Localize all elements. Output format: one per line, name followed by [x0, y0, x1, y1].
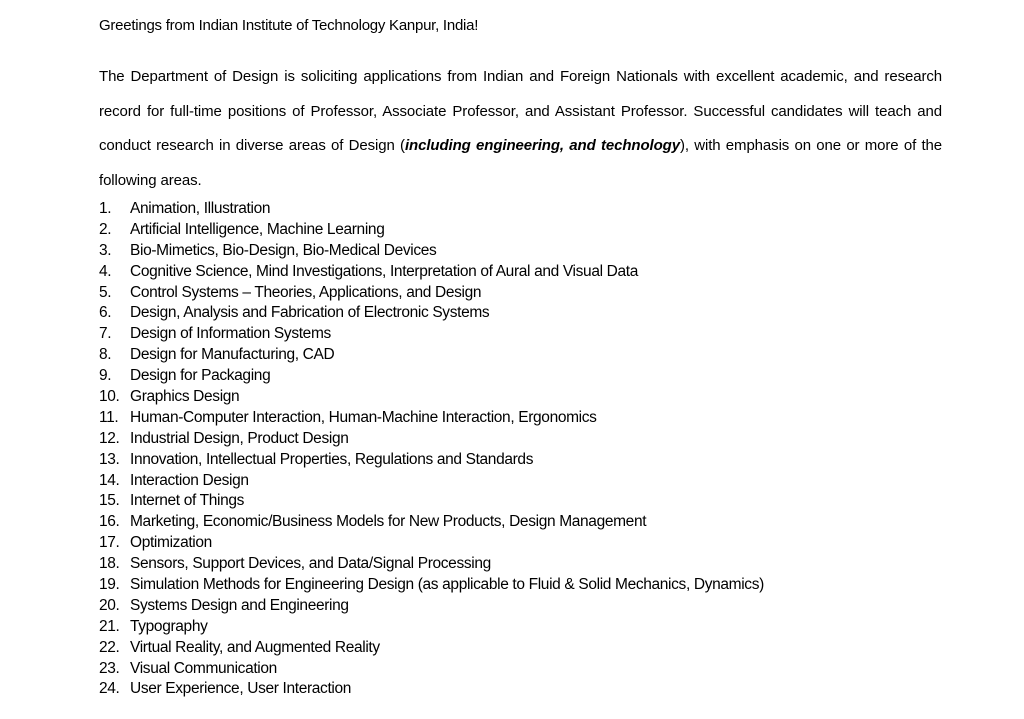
list-item-number: 7.	[99, 325, 112, 343]
list-item	[99, 408, 764, 429]
list-item-label: Visual Communication	[130, 659, 277, 677]
list-item-label: Marketing, Economic/Business Models for New Products, Design Management	[130, 513, 647, 531]
list-item	[99, 596, 764, 617]
list-item	[99, 491, 764, 512]
list-item-label: Innovation, Intellectual Properties, Regulations and Standards	[130, 450, 534, 468]
list-item-label: Cognitive Science, Mind Investigations, Interpretation of Aural and Visual Data	[130, 262, 638, 280]
list-item-label: Design for Manufacturing, CAD	[130, 346, 335, 364]
list-item	[99, 512, 764, 533]
list-item-number: 5.	[99, 283, 112, 301]
list-item	[99, 617, 764, 638]
list-item	[99, 220, 764, 241]
list-item-number: 4.	[99, 262, 112, 280]
intro-text-after: ), with emphasis on one or more of the following areas.	[99, 137, 942, 189]
list-item-label: Graphics Design	[130, 388, 240, 406]
list-item	[99, 262, 764, 283]
list-item-number: 15.	[99, 492, 120, 510]
list-item-number: 13.	[99, 450, 120, 468]
list-item-label: Animation, Illustration	[130, 200, 271, 217]
list-item-label: Typography	[130, 617, 208, 635]
list-item	[99, 366, 764, 387]
list-item-label: Interaction Design	[130, 471, 249, 489]
list-item	[99, 679, 764, 700]
list-item-label: Artificial Intelligence, Machine Learning	[130, 220, 385, 238]
list-item-number: 3.	[99, 241, 112, 259]
list-item-label: Design of Information Systems	[130, 325, 331, 343]
list-item-label: Design for Packaging	[130, 367, 271, 385]
list-item	[99, 575, 764, 596]
list-item-number: 2.	[99, 220, 112, 238]
list-item-number: 17.	[99, 534, 120, 552]
list-item	[99, 554, 764, 575]
list-item-number: 8.	[99, 346, 112, 364]
list-item-label: Sensors, Support Devices, and Data/Signal Processing	[130, 555, 491, 573]
list-item-number: 10.	[99, 388, 120, 406]
list-item-number: 1.	[99, 200, 112, 217]
list-item	[99, 659, 764, 680]
list-item	[99, 450, 764, 471]
list-item-number: 6.	[99, 304, 112, 322]
list-item-number: 9.	[99, 367, 112, 385]
list-item	[99, 283, 764, 304]
list-item-number: 12.	[99, 429, 120, 447]
list-item-number: 22.	[99, 638, 120, 656]
list-item	[99, 241, 764, 262]
list-item-number: 19.	[99, 576, 120, 594]
list-item-label: Optimization	[130, 534, 212, 552]
list-item-number: 21.	[99, 617, 120, 635]
list-item-label: Simulation Methods for Engineering Design (as applicable to Fluid & Solid Mechanics, Dynamics)	[130, 576, 764, 594]
list-item-number: 23.	[99, 659, 120, 677]
list-item-label: Human-Computer Interaction, Human-Machine Interaction, Ergonomics	[130, 408, 597, 426]
list-item-label: Bio-Mimetics, Bio-Design, Bio-Medical Devices	[130, 241, 437, 259]
list-item-label: Industrial Design, Product Design	[130, 429, 349, 447]
list-item-label: Systems Design and Engineering	[130, 596, 349, 614]
list-item-number: 16.	[99, 513, 120, 531]
list-item	[99, 471, 764, 492]
list-item-label: Design, Analysis and Fabrication of Electronic Systems	[130, 304, 490, 322]
list-item-label: Virtual Reality, and Augmented Reality	[130, 638, 380, 656]
intro-emphasis: including engineering, and technology	[404, 137, 680, 154]
list-item-label: User Experience, User Interaction	[130, 680, 352, 698]
intro-paragraph	[99, 60, 942, 198]
list-item	[99, 345, 764, 366]
list-item	[99, 324, 764, 345]
greeting-line: Greetings from Indian Institute of Technology Kanpur, India!	[99, 17, 479, 34]
list-item-number: 14.	[99, 471, 120, 489]
list-item	[99, 429, 764, 450]
list-item-label: Internet of Things	[130, 492, 245, 510]
list-item	[99, 199, 764, 220]
intro-text-before: The Department of Design is soliciting applications from Indian and Foreign Nationals with excellent academic, and research record for full-time positions of Professor, Associate Professor, and Assistant Professor. Successful candidates will teach and conduct research in diverse areas of Design (	[99, 68, 942, 154]
list-item-number: 11.	[99, 408, 119, 426]
list-item-number: 18.	[99, 555, 120, 573]
list-item	[99, 638, 764, 659]
list-item-label: Control Systems – Theories, Applications, and Design	[130, 283, 482, 301]
list-item	[99, 533, 764, 554]
list-item	[99, 387, 764, 408]
areas-list	[99, 199, 764, 700]
list-item-number: 24.	[99, 680, 120, 698]
list-item	[99, 303, 764, 324]
list-item-number: 20.	[99, 596, 120, 614]
